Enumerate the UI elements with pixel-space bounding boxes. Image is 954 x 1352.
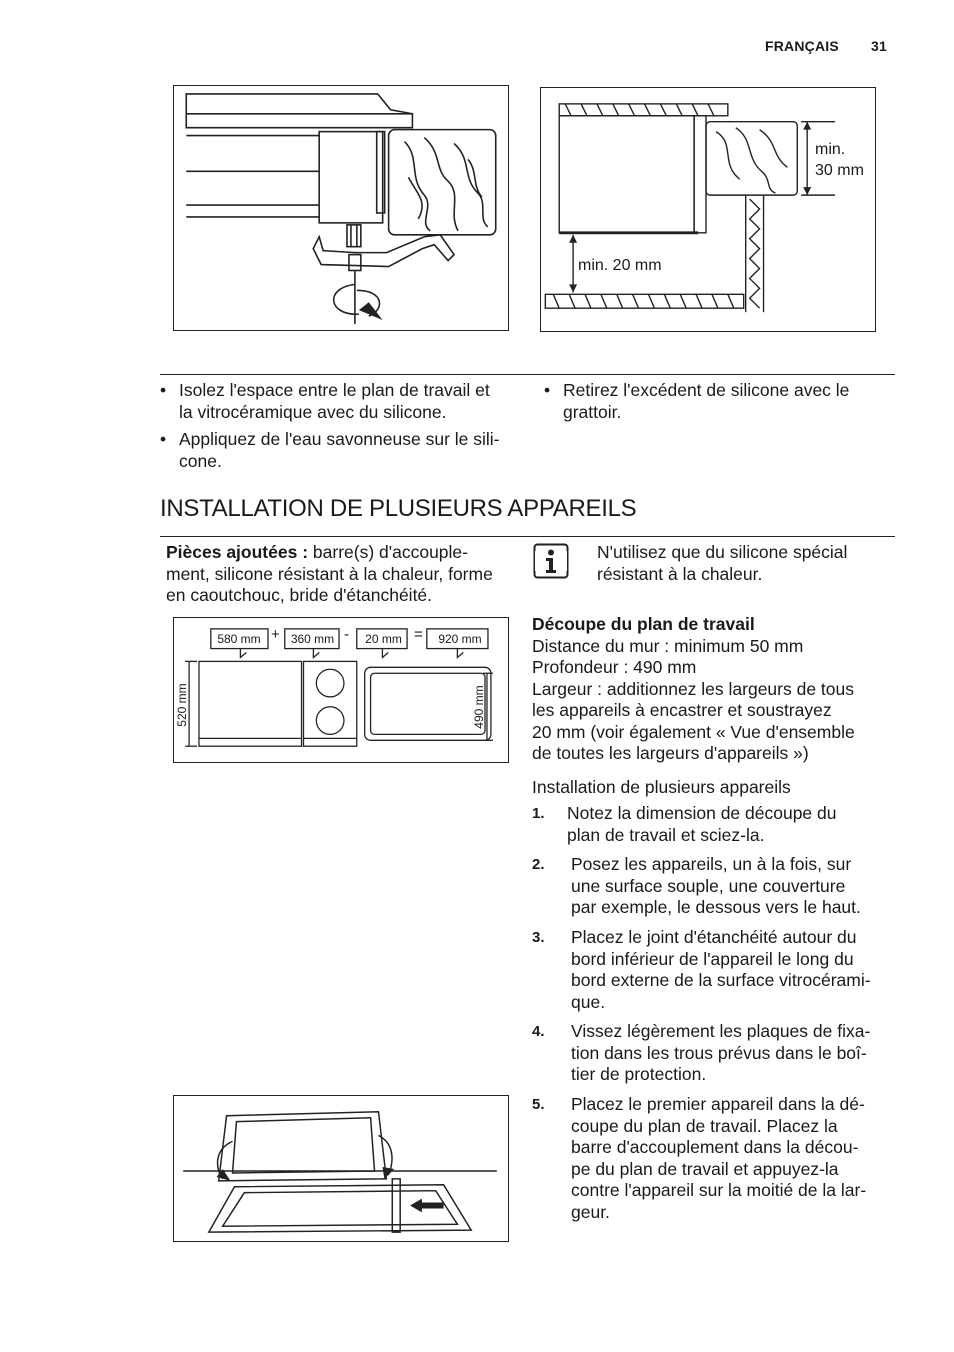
bullet-line: la vitrocéramique avec du silicone. bbox=[179, 401, 447, 422]
section-title: INSTALLATION DE PLUSIEURS APPAREILS bbox=[160, 495, 637, 522]
dim-width-3: 20 mm bbox=[365, 632, 402, 646]
divider-top bbox=[160, 374, 895, 375]
bullet-line: Appliquez de l'eau savonneuse sur le sili- bbox=[179, 429, 500, 449]
cutout-section bbox=[532, 614, 892, 765]
note-text bbox=[597, 542, 887, 585]
cutout-title: Découpe du plan de travail bbox=[532, 614, 755, 634]
bullet-item bbox=[544, 380, 884, 424]
step-line: Vissez légèrement les plaques de fixa- bbox=[571, 1021, 871, 1041]
label-min-30-line1: min. bbox=[815, 141, 846, 158]
figure-dimensions bbox=[173, 617, 509, 763]
bullet-line: Isolez l'espace entre le plan de travail et bbox=[179, 380, 490, 400]
step-text bbox=[571, 1094, 866, 1223]
placing-appliance-illustration bbox=[174, 1096, 508, 1241]
parts-line-1 bbox=[166, 542, 516, 564]
step-number: 3. bbox=[532, 929, 545, 946]
bullet-line: cone. bbox=[179, 450, 222, 471]
label-min-20: min. 20 mm bbox=[578, 257, 662, 274]
step-line: Placez le joint d'étanchéité autour du bbox=[571, 927, 857, 947]
step-line: geur. bbox=[571, 1201, 610, 1222]
dim-height-right: 490 mm bbox=[472, 685, 486, 729]
bullet-dot: • bbox=[160, 380, 167, 400]
step-line: plan de travail et sciez-la. bbox=[567, 824, 765, 845]
step-number: 2. bbox=[532, 856, 545, 873]
cutout-line: de toutes les largeurs d'appareils ») bbox=[532, 743, 809, 763]
step-number: 4. bbox=[532, 1023, 545, 1040]
header-language: FRANÇAIS bbox=[765, 38, 839, 54]
step-line: contre l'appareil sur la moitié de la lar- bbox=[571, 1180, 867, 1200]
bullet-line: grattoir. bbox=[563, 401, 622, 422]
bullet-dot: • bbox=[160, 429, 167, 449]
bullet-text bbox=[563, 380, 849, 423]
clearance-illustration bbox=[541, 88, 875, 331]
dim-minus: - bbox=[344, 626, 349, 643]
dim-width-1: 580 mm bbox=[217, 632, 261, 646]
note-line: résistant à la chaleur. bbox=[597, 563, 763, 584]
label-min-30 bbox=[815, 139, 864, 181]
step-text bbox=[571, 927, 871, 1013]
step-line: une surface souple, une couverture bbox=[571, 875, 846, 896]
figure-clamp-screw bbox=[173, 85, 509, 331]
cutout-line: Profondeur : 490 mm bbox=[532, 657, 697, 677]
info-icon bbox=[533, 543, 569, 579]
step-item bbox=[532, 1021, 892, 1087]
step-line: bord externe de la surface vitrocérami- bbox=[571, 970, 871, 990]
cutout-line: 20 mm (voir également « Vue d'ensemble bbox=[532, 721, 855, 742]
clamp-screw-illustration bbox=[174, 86, 508, 330]
cutout-line: Largeur : additionnez les largeurs de tous bbox=[532, 678, 855, 699]
figure-placing-appliance bbox=[173, 1095, 509, 1242]
figure-clearance bbox=[540, 87, 876, 332]
step-line: tion dans les trous prévus dans le boî- bbox=[571, 1042, 867, 1063]
cutout-line: Distance du mur : minimum 50 mm bbox=[532, 635, 804, 656]
parts-text-3: en caoutchouc, bride d'étanchéité. bbox=[166, 585, 433, 605]
step-line: pe du plan de travail et appuyez-la bbox=[571, 1158, 839, 1179]
bullet-item bbox=[160, 380, 520, 424]
step-line: coupe du plan de travail. Placez la bbox=[571, 1115, 838, 1136]
step-line: barre d'accouplement dans la décou- bbox=[571, 1137, 859, 1157]
parts-text-1: barre(s) d'accouple- bbox=[312, 542, 468, 562]
divider-section bbox=[160, 536, 895, 537]
bullet-text bbox=[179, 429, 499, 472]
step-line: Placez le premier appareil dans la dé- bbox=[571, 1094, 865, 1114]
dim-plus: + bbox=[271, 626, 280, 643]
dim-width-2: 360 mm bbox=[290, 632, 335, 646]
step-number: 1. bbox=[532, 805, 545, 822]
step-item bbox=[532, 803, 892, 847]
bullet-dot: • bbox=[544, 380, 551, 400]
step-line: Notez la dimension de découpe du bbox=[567, 803, 837, 823]
note-line: N'utilisez que du silicone spécial bbox=[597, 542, 848, 562]
step-item bbox=[532, 1094, 892, 1224]
dim-total: 920 mm bbox=[438, 632, 482, 646]
dim-equals: = bbox=[414, 626, 423, 643]
step-line: Posez les appareils, un à la fois, sur bbox=[571, 854, 852, 874]
parts-text-2: ment, silicone résistant à la chaleur, forme bbox=[166, 563, 493, 584]
install-intro: Installation de plusieurs appareils bbox=[532, 777, 791, 797]
bullet-line: Retirez l'excédent de silicone avec le bbox=[563, 380, 850, 400]
step-text bbox=[571, 854, 861, 919]
page-number: 31 bbox=[871, 38, 887, 54]
bullet-text bbox=[179, 380, 490, 423]
parts-paragraph bbox=[166, 542, 516, 607]
cutout-line: les appareils à encastrer et soustrayez bbox=[532, 700, 832, 720]
step-text bbox=[571, 1021, 870, 1086]
dim-height-left: 520 mm bbox=[175, 683, 189, 727]
parts-label: Pièces ajoutées : bbox=[166, 542, 309, 562]
label-min-30-line2: 30 mm bbox=[815, 162, 864, 179]
step-item bbox=[532, 854, 892, 920]
step-line: bord inférieur de l'appareil le long du bbox=[571, 948, 854, 969]
step-text bbox=[567, 803, 837, 846]
step-line: que. bbox=[571, 991, 606, 1012]
bullet-item bbox=[160, 429, 520, 473]
step-line: par exemple, le dessous vers le haut. bbox=[571, 897, 861, 917]
step-number: 5. bbox=[532, 1096, 545, 1113]
step-item bbox=[532, 927, 892, 1015]
step-line: tier de protection. bbox=[571, 1064, 707, 1084]
